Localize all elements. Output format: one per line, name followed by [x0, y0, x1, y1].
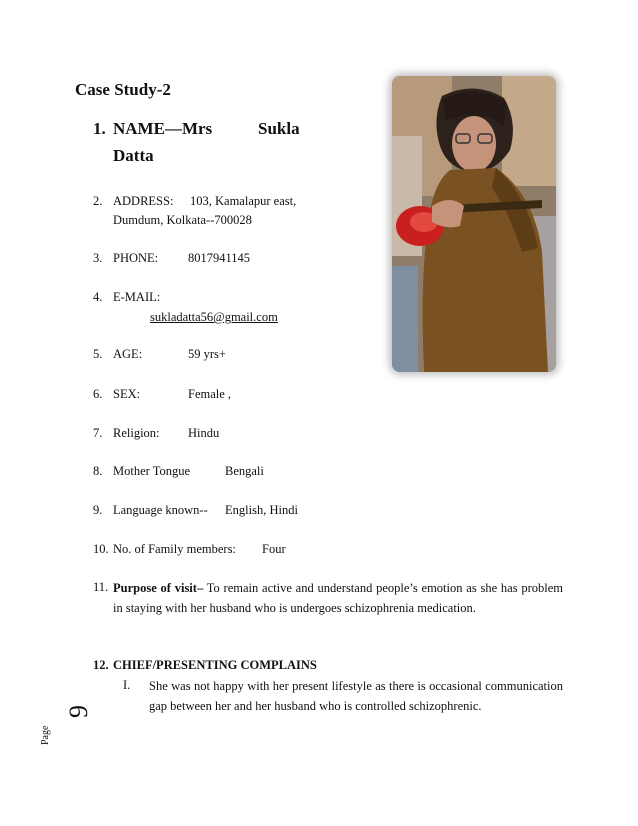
age-value: 59 yrs+ [188, 347, 226, 361]
mother-tongue-label: Mother Tongue [113, 464, 191, 478]
address-label: ADDRESS: [113, 194, 174, 208]
sex-value: Female , [188, 387, 232, 401]
phone-row [93, 251, 158, 266]
phone-label: PHONE: [113, 251, 159, 265]
item-number: 9. [93, 503, 103, 517]
page-number-label [40, 685, 93, 755]
name-label-text: NAME—Mrs [113, 119, 213, 138]
name-value-last: Datta [113, 146, 154, 165]
name-label [93, 119, 212, 139]
item-number: 11. [93, 580, 109, 594]
item-number: 10. [93, 542, 109, 556]
item-number: 5. [93, 347, 103, 361]
age-row [93, 347, 142, 362]
item-number: 2. [93, 194, 103, 208]
page-word: Page [40, 725, 51, 745]
mother-tongue-value: Bengali [225, 464, 264, 478]
purpose-text: To remain active and understand people’s emotion as she has problem in staying with her husband who is undergoes schizophrenia medication. [113, 581, 563, 615]
sex-row [93, 387, 140, 402]
religion-value: Hindu [188, 426, 220, 440]
complain-item-number: I. [123, 678, 131, 692]
email-label: E-MAIL: [113, 290, 161, 304]
case-study-title: Case Study-2 [75, 80, 171, 99]
language-label: Language known-- [113, 503, 208, 517]
item-number: 3. [93, 251, 103, 265]
complains-heading: CHIEF/PRESENTING COMPLAINS [113, 658, 317, 672]
family-label: No. of Family members: [113, 542, 236, 556]
item-number: 12. [93, 658, 109, 672]
purpose-paragraph [113, 578, 563, 618]
religion-label: Religion: [113, 426, 160, 440]
language-row [93, 503, 208, 518]
complain-item-text: She was not happy with her present lifestyle as there is occasional communication gap between her and her husband who is controlled schizophrenic. [149, 679, 563, 713]
phone-value: 8017941145 [188, 251, 251, 265]
language-value: English, Hindi [225, 503, 298, 517]
item-number: 7. [93, 426, 103, 440]
family-row [93, 542, 236, 557]
address-line-1: 103, Kamalapur east, [190, 194, 297, 208]
item-number: 8. [93, 464, 103, 478]
page-number: 9 [64, 705, 93, 718]
mother-tongue-row [93, 464, 190, 479]
item-number: 6. [93, 387, 103, 401]
family-value: Four [262, 542, 286, 556]
email-row [93, 290, 160, 305]
sex-label: SEX: [113, 387, 141, 401]
address-line-2: Dumdum, Kolkata--700028 [113, 213, 252, 227]
email-link[interactable]: sukladatta56@gmail.com [150, 310, 278, 324]
address-row [93, 194, 173, 209]
item-number: 4. [93, 290, 103, 304]
name-value-first: Sukla [258, 119, 300, 138]
purpose-label: Purpose of visit– [113, 581, 204, 595]
age-label: AGE: [113, 347, 143, 361]
religion-row [93, 426, 160, 441]
patient-photo [392, 76, 556, 372]
item-number: 1. [93, 119, 106, 138]
